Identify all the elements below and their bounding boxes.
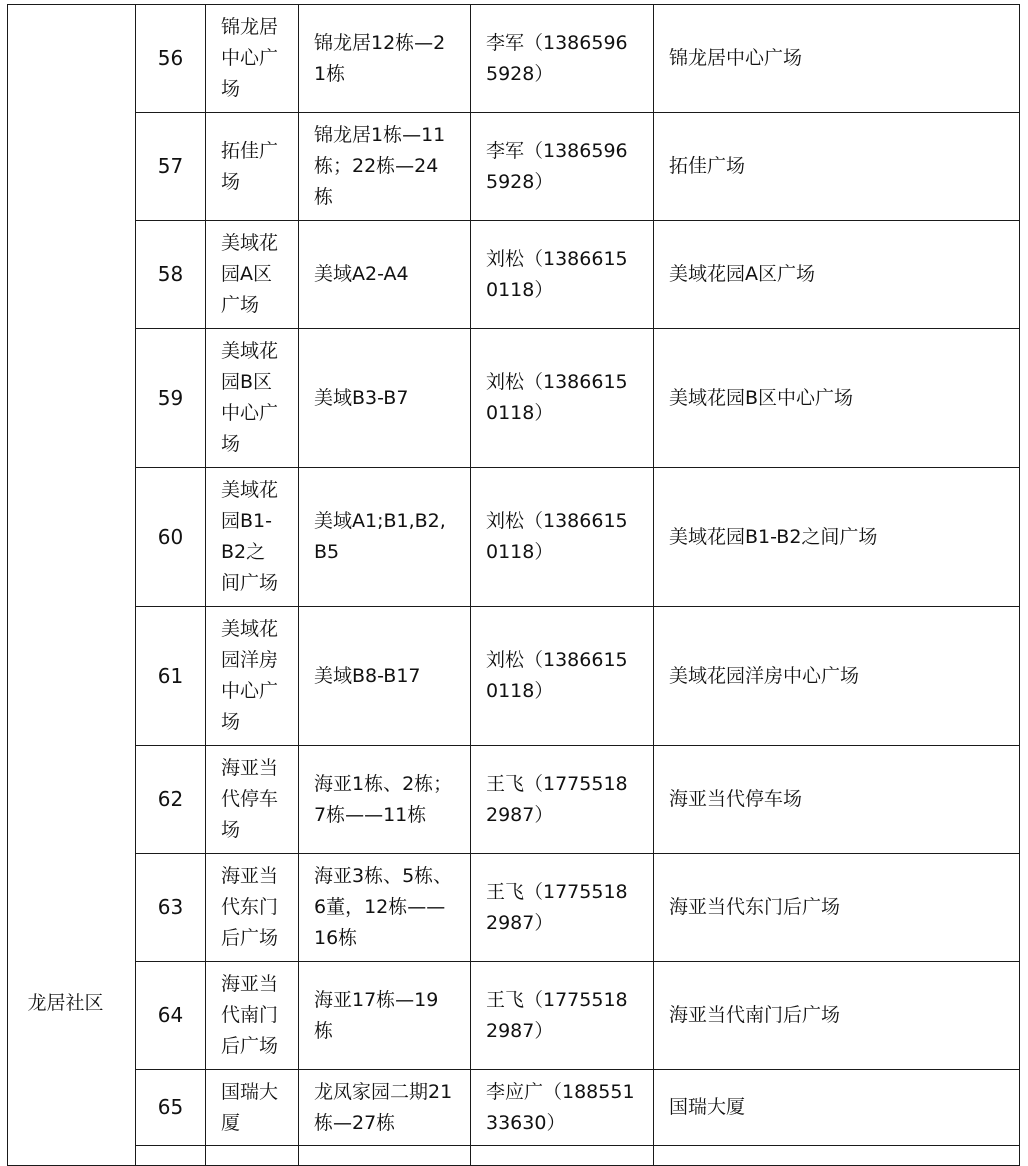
table-row bbox=[8, 468, 1020, 607]
site-location bbox=[654, 1146, 1020, 1166]
table-row bbox=[8, 113, 1020, 221]
table-row bbox=[8, 1070, 1020, 1146]
site-location: 拓佳广场 bbox=[654, 113, 1020, 221]
contact-person: 刘松（13866150118） bbox=[471, 221, 654, 329]
site-name: 美域花园B1-B2之间广场 bbox=[206, 468, 299, 607]
site-name: 美域花园B区中心广场 bbox=[206, 329, 299, 468]
table-row bbox=[8, 329, 1020, 468]
building-range: 海亚1栋、2栋；7栋——11栋 bbox=[299, 746, 471, 854]
row-number bbox=[136, 1146, 206, 1166]
table-row bbox=[8, 607, 1020, 746]
row-number: 58 bbox=[136, 221, 206, 329]
building-range: 美域B8-B17 bbox=[299, 607, 471, 746]
building-range: 美域A1;B1,B2,B5 bbox=[299, 468, 471, 607]
community-name: 龙居社区 bbox=[27, 991, 104, 1014]
contact-person: 刘松（13866150118） bbox=[471, 607, 654, 746]
table-row bbox=[8, 5, 1020, 113]
site-location: 美域花园洋房中心广场 bbox=[654, 607, 1020, 746]
table-row bbox=[8, 746, 1020, 854]
site-name: 美域花园A区广场 bbox=[206, 221, 299, 329]
table-row bbox=[8, 221, 1020, 329]
row-number: 63 bbox=[136, 854, 206, 962]
site-name: 拓佳广场 bbox=[206, 113, 299, 221]
row-number: 62 bbox=[136, 746, 206, 854]
building-range: 海亚3栋、5栋、6董，12栋——16栋 bbox=[299, 854, 471, 962]
site-name: 锦龙居中心广场 bbox=[206, 5, 299, 113]
site-location: 锦龙居中心广场 bbox=[654, 5, 1020, 113]
site-location: 海亚当代南门后广场 bbox=[654, 962, 1020, 1070]
site-name: 国瑞大厦 bbox=[206, 1070, 299, 1146]
contact-person: 王飞（17755182987） bbox=[471, 854, 654, 962]
building-range: 海亚17栋—19栋 bbox=[299, 962, 471, 1070]
site-location: 国瑞大厦 bbox=[654, 1070, 1020, 1146]
site-name: 海亚当代东门后广场 bbox=[206, 854, 299, 962]
row-number: 60 bbox=[136, 468, 206, 607]
row-number: 57 bbox=[136, 113, 206, 221]
row-number: 65 bbox=[136, 1070, 206, 1146]
contact-person: 刘松（13866150118） bbox=[471, 468, 654, 607]
row-number: 56 bbox=[136, 5, 206, 113]
contact-person: 王飞（17755182987） bbox=[471, 962, 654, 1070]
building-range: 龙凤家园二期21栋—27栋 bbox=[299, 1070, 471, 1146]
community-cell bbox=[8, 5, 136, 1166]
site-location: 美域花园A区广场 bbox=[654, 221, 1020, 329]
row-number: 59 bbox=[136, 329, 206, 468]
sites-table bbox=[7, 4, 1020, 1166]
building-range: 美域A2-A4 bbox=[299, 221, 471, 329]
site-name: 海亚当代停车场 bbox=[206, 746, 299, 854]
table-row bbox=[8, 854, 1020, 962]
site-location: 美域花园B区中心广场 bbox=[654, 329, 1020, 468]
site-name: 海亚当代南门后广场 bbox=[206, 962, 299, 1070]
contact-person bbox=[471, 1146, 654, 1166]
site-name: 美域花园洋房中心广场 bbox=[206, 607, 299, 746]
building-range: 锦龙居1栋—11栋；22栋—24栋 bbox=[299, 113, 471, 221]
site-location: 美域花园B1-B2之间广场 bbox=[654, 468, 1020, 607]
building-range bbox=[299, 1146, 471, 1166]
building-range: 锦龙居12栋—21栋 bbox=[299, 5, 471, 113]
row-number: 61 bbox=[136, 607, 206, 746]
table-row bbox=[8, 962, 1020, 1070]
contact-person: 李军（13865965928） bbox=[471, 113, 654, 221]
contact-person: 李应广（18855133630） bbox=[471, 1070, 654, 1146]
table-row-partial bbox=[8, 1146, 1020, 1166]
contact-person: 刘松（13866150118） bbox=[471, 329, 654, 468]
site-name bbox=[206, 1146, 299, 1166]
contact-person: 李军（13865965928） bbox=[471, 5, 654, 113]
contact-person: 王飞（17755182987） bbox=[471, 746, 654, 854]
site-location: 海亚当代停车场 bbox=[654, 746, 1020, 854]
row-number: 64 bbox=[136, 962, 206, 1070]
site-location: 海亚当代东门后广场 bbox=[654, 854, 1020, 962]
building-range: 美域B3-B7 bbox=[299, 329, 471, 468]
